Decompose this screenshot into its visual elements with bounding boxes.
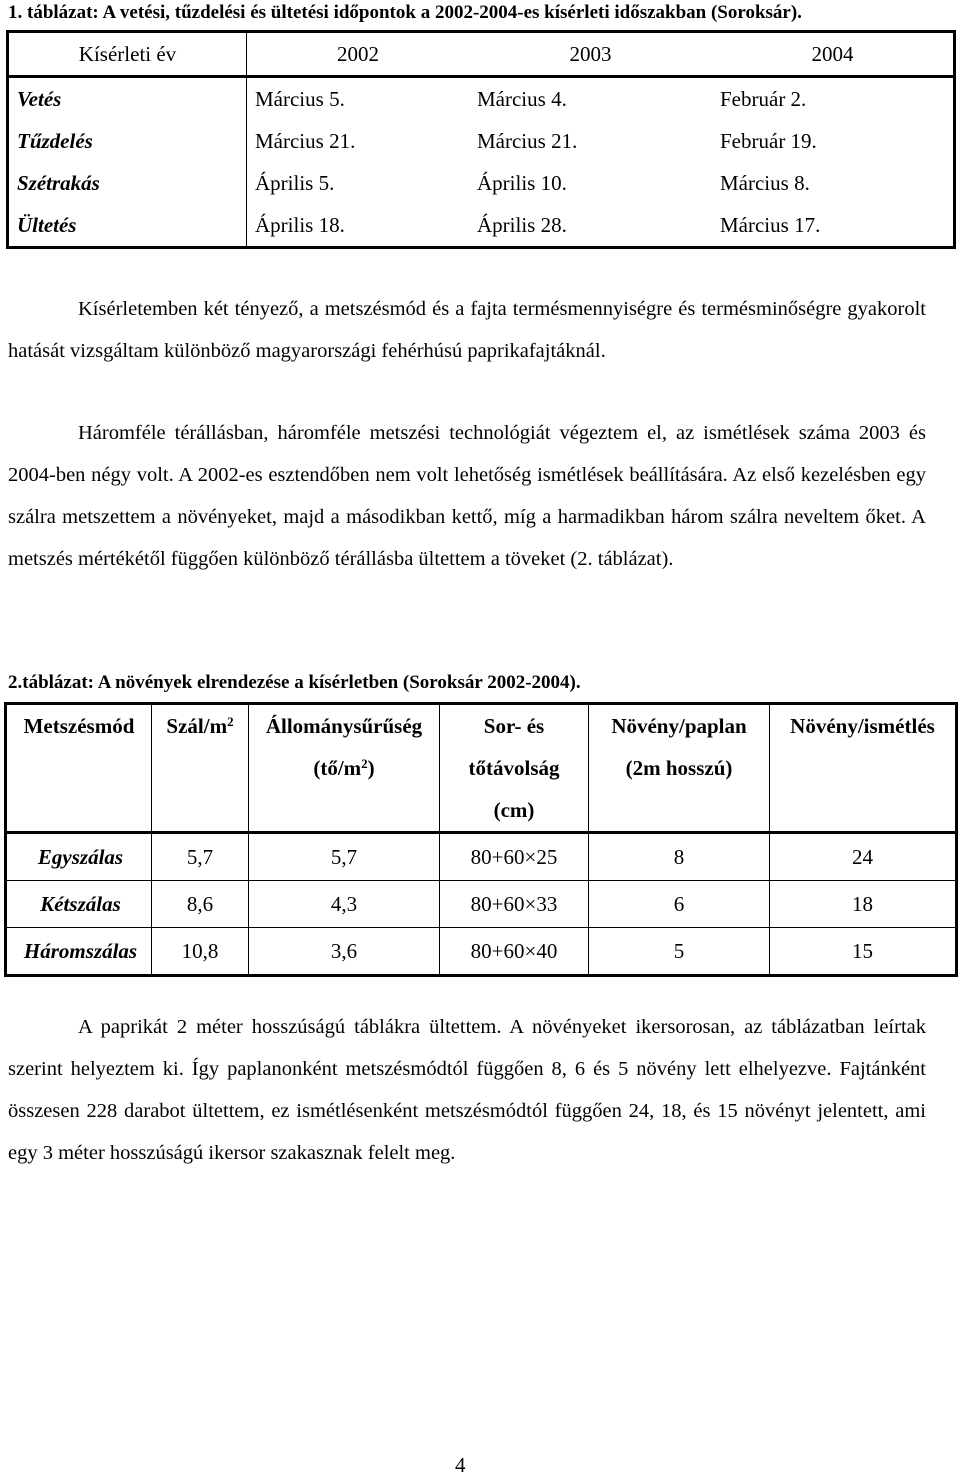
table1-caption: 1. táblázat: A vetési, tűzdelési és ültetési időpontok a 2002-2004-es kísérleti időszakban (Soroksár). (8, 2, 802, 23)
row-label: Egyszálas (6, 833, 152, 881)
table-cell: 3,6 (249, 928, 440, 976)
table-cell: 8,6 (152, 881, 249, 928)
table-cell: 5,7 (249, 833, 440, 881)
table-cell: Április 10. (477, 170, 567, 195)
paragraph: A paprikát 2 méter hosszúságú táblákra ültettem. A növényeket ikersorosan, az táblázatban leírtak szerint helyeztem ki. Így paplanonként metszésmódtól függően 8, 6 és 5 növény lett elhelyezve. Fajtánként összesen 228 darabot ültettem, ez ismétlésenként metszésmódtól függően 24, 18, és 15 növényt jelentett, ami egy 3 méter hosszúságú ikersor szakasznak felelt meg. (8, 1016, 926, 1164)
header-cell: Állománysűrűség $(tő/m^2)$ (249, 704, 440, 833)
table-cell: 5 (589, 928, 770, 976)
table-cell: Február 2. (720, 86, 807, 111)
row-label: Ültetés (8, 204, 247, 248)
table-cell: 8 (589, 833, 770, 881)
table-cell: 80+60×25 (440, 833, 589, 881)
table-row (8, 77, 955, 121)
row-label: Háromszálas (6, 928, 152, 976)
row-label: Vetés (8, 77, 247, 121)
table-cell: Március 4. (477, 86, 567, 111)
table-cell: 6 (589, 881, 770, 928)
table-cell: 15 (770, 928, 957, 976)
row-label: Kétszálas (6, 881, 152, 928)
table-cell: Március 17. (720, 212, 821, 237)
plant-arrangement-table (4, 702, 958, 977)
table-cell: Február 19. (720, 128, 817, 153)
table-cell: Április 18. (255, 212, 345, 237)
table-row (8, 120, 955, 162)
table-row (6, 833, 957, 881)
table-cell: 10,8 (152, 928, 249, 976)
table-row (6, 881, 957, 928)
table2-caption: 2.táblázat: A növények elrendezése a kísérletben (Soroksár 2002-2004). (8, 672, 581, 693)
table-cell: 80+60×33 (440, 881, 589, 928)
table-cell: 18 (770, 881, 957, 928)
paragraph: Kísérletemben két tényező, a metszésmód és a fajta termésmennyiségre és termésminőségre gyakorolt hatását vizsgáltam különböző magyarországi fehérhúsú paprikafajtáknál. (8, 298, 926, 362)
header-cell: Metszésmód (6, 704, 152, 833)
table-cell: Április 5. (255, 170, 335, 195)
table-cell: Március 21. (477, 128, 578, 153)
header-cell: Növény/paplan (2m hosszú) (589, 704, 770, 833)
table-cell: 4,3 (249, 881, 440, 928)
table-header-row (8, 32, 955, 77)
table-row (6, 928, 957, 976)
header-cell: Szál/$m^2$ (152, 704, 249, 833)
table-cell: 24 (770, 833, 957, 881)
header-cell: Sor- és tőtávolság (cm) (440, 704, 589, 833)
row-label: Tűzdelés (8, 120, 247, 162)
table-row (8, 204, 955, 248)
table-cell: Március 5. (255, 86, 345, 111)
header-cell: 2004 (712, 32, 955, 77)
table-header-row (6, 704, 957, 833)
header-cell: 2003 (469, 32, 712, 77)
row-label: Szétrakás (8, 162, 247, 204)
table-cell: Április 28. (477, 212, 567, 237)
header-cell: 2002 (247, 32, 470, 77)
table-cell: Március 21. (255, 128, 356, 153)
header-cell: Növény/ismétlés (770, 704, 957, 833)
table-cell: 5,7 (152, 833, 249, 881)
table-cell: 80+60×40 (440, 928, 589, 976)
sowing-dates-table (6, 30, 956, 249)
table-row (8, 162, 955, 204)
table-cell: Március 8. (720, 170, 810, 195)
header-cell: Kísérleti év (8, 32, 247, 77)
page-number: 4 (455, 1453, 466, 1477)
paragraph: Háromféle térállásban, háromféle metszési technológiát végeztem el, az ismétlések száma 2003 és 2004-ben négy volt. A 2002-es esztendőben nem volt lehetőség ismétlések beállítására. Az első kezelésben egy szálra metszettem a növényeket, majd a másodikban kettő, míg a harmadikban három szálra neveltem őket. A metszés mértékétől függően különböző térállásba ültettem a töveket (2. táblázat). (8, 422, 926, 570)
